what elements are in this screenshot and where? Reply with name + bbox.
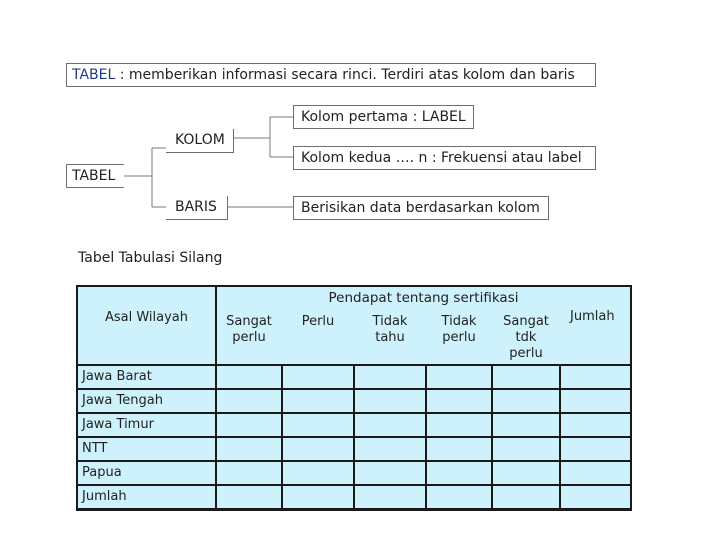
table-cell [217, 390, 281, 412]
table-cell [561, 390, 630, 412]
header-col-5-l3: perlu [509, 346, 543, 361]
table-cell [355, 390, 425, 412]
definition-text: : memberikan informasi secara rinci. Terdiri atas kolom dan baris [115, 67, 575, 83]
header-col-4-l2: perlu [442, 330, 476, 345]
table-cell [493, 486, 559, 508]
row-label: NTT [78, 438, 215, 460]
definition-term: TABEL [72, 67, 116, 83]
table-cell [217, 366, 281, 388]
row-label: Jawa Timur [78, 414, 215, 436]
table-cell [283, 462, 353, 484]
table-cell [561, 366, 630, 388]
table-cell [217, 414, 281, 436]
table-cell [427, 366, 491, 388]
table-cell [427, 462, 491, 484]
node-kolom-pertama: Kolom pertama : LABEL [293, 105, 474, 129]
table-cell [493, 390, 559, 412]
table-cell [561, 438, 630, 460]
table-cell [355, 414, 425, 436]
header-col-3-l2: tahu [375, 330, 405, 345]
header-col-1-l1: Sangat [226, 314, 272, 329]
header-col-5-l2: tdk [515, 330, 537, 345]
table-cell [217, 438, 281, 460]
node-kolom: KOLOM [166, 129, 234, 153]
header-col-3 [355, 312, 425, 364]
table-cell [493, 366, 559, 388]
table-cell [217, 486, 281, 508]
header-col-4-l1: Tidak [441, 314, 477, 329]
row-label: Papua [78, 462, 215, 484]
header-col-1-l2: perlu [232, 330, 266, 345]
header-col-5-l1: Sangat [503, 314, 549, 329]
table-cell [283, 414, 353, 436]
row-label: Jawa Barat [78, 366, 215, 388]
header-col-5 [493, 312, 559, 364]
header-col-2 [283, 312, 353, 364]
section-title: Tabel Tabulasi Silang [78, 250, 223, 266]
header-col-3-l1: Tidak [372, 314, 408, 329]
node-tabel: TABEL [66, 164, 124, 188]
table-cell [427, 486, 491, 508]
header-asal-wilayah-text: Asal Wilayah [104, 310, 189, 325]
header-group-text: Pendapat tentang sertifikasi [328, 290, 519, 306]
header-jumlah: Jumlah [570, 309, 615, 324]
table-cell [561, 414, 630, 436]
table-cell [355, 438, 425, 460]
table-cell [561, 462, 630, 484]
table-cell [427, 438, 491, 460]
node-baris: BARIS [166, 196, 228, 220]
header-col-1 [217, 312, 281, 364]
table-cell [283, 438, 353, 460]
table-cell [561, 486, 630, 508]
table-cell [283, 486, 353, 508]
crosstab-table [76, 285, 632, 511]
table-cell [355, 366, 425, 388]
node-kolom-kedua: Kolom kedua …. n : Frekuensi atau label [293, 146, 596, 170]
table-cell [427, 414, 491, 436]
table-cell [283, 390, 353, 412]
table-cell [283, 366, 353, 388]
header-col-2-l1: Perlu [301, 314, 335, 329]
table-cell [493, 414, 559, 436]
table-cell [493, 438, 559, 460]
row-label: Jumlah [78, 486, 215, 508]
header-col-4 [427, 312, 491, 364]
node-baris-isi: Berisikan data berdasarkan kolom [293, 196, 549, 220]
table-cell [355, 462, 425, 484]
table-cell [427, 390, 491, 412]
table-cell [355, 486, 425, 508]
row-label: Jawa Tengah [78, 390, 215, 412]
header-asal-wilayah [78, 287, 215, 364]
table-cell [217, 462, 281, 484]
table-cell [493, 462, 559, 484]
